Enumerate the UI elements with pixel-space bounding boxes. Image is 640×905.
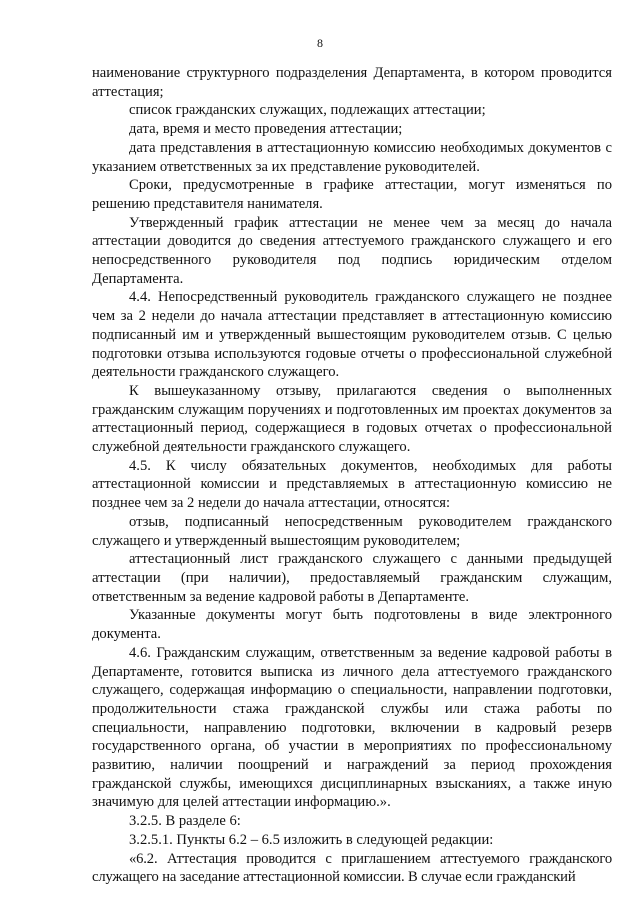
paragraph-14: 3.2.5. В разделе 6: [129, 813, 241, 830]
paragraph-3: дата, время и место проведения аттестации; [129, 121, 403, 138]
paragraph-5: Сроки, предусмотренные в графике аттестации, могут изменяться по решению представителя нанимателя. [92, 177, 612, 212]
paragraph-16: «6.2. Аттестация проводится с приглашением аттестуемого гражданского служащего на заседание аттестационной комиссии. В случае если гражданский [92, 850, 612, 886]
page-number: 8 [317, 36, 323, 50]
paragraph-10: отзыв, подписанный непосредственным руководителем гражданского служащего и утвержденный вышестоящим руководителем; [92, 513, 612, 549]
document-body [92, 64, 612, 887]
paragraph-4: дата представления в аттестационную комиссию необходимых документов с указанием ответственных за их представление руководителей. [92, 139, 612, 175]
paragraph-7: 4.4. Непосредственный руководитель гражданского служащего не позднее чем за 2 недели до начала аттестации представляет в аттестационную комиссию подписанный им и утвержденный вышестоящим руководителем отзыв. С целью подготовки отзыва используются годовые отчеты о профессиональной служебной деятельности гражданского служащего. [92, 289, 612, 381]
paragraph-12: Указанные документы могут быть подготовлены в виде электронного документа. [92, 607, 612, 643]
paragraph-15: 3.2.5.1. Пункты 6.2 – 6.5 изложить в следующей редакции: [129, 831, 494, 848]
paragraph-1: наименование структурного подразделения Департамента, в котором проводится аттестация; [92, 65, 612, 100]
paragraph-9: 4.5. К числу обязательных документов, необходимых для работы аттестационной комиссии и представляемых в аттестационную комиссию не позднее чем за 2 недели до начала аттестации, относятся: [92, 457, 612, 512]
paragraph-13: 4.6. Гражданским служащим, ответственным за ведение кадровой работы в Департаменте, готовится выписка из личного дела аттестуемого гражданского служащего, содержащая информацию о специальности, направлении подготовки, продолжительности стажа гражданской службы или стажа работы по специальности, направлению подготовки, включении в кадровый резерв государственного органа, об участии в мероприятиях по профессиональному развитию, наличии поощрений и награждений за период прохождения гражданской службы, имеющихся дисциплинарных взысканиях, а также иную значимую для целей аттестации информацию.». [92, 644, 612, 811]
paragraph-6: Утвержденный график аттестации не менее чем за месяц до начала аттестации доводится до сведения аттестуемого гражданского служащего и его непосредственного руководителя под подпись юридическим отделом Департамента. [92, 214, 612, 287]
paragraph-11: аттестационный лист гражданского служащего с данными предыдущей аттестации (при наличии), предоставляемый гражданским служащим, ответственным за ведение кадровой работы в Департаменте. [92, 551, 612, 605]
paragraph-8: К вышеуказанному отзыву, прилагаются сведения о выполненных гражданским служащим поручениях и подготовленных им проектах документов за аттестационный период, содержащиеся в годовых отчетах о профессиональной служебной деятельности гражданского служащего. [92, 382, 612, 456]
paragraph-2: список гражданских служащих, подлежащих аттестации; [129, 102, 486, 119]
